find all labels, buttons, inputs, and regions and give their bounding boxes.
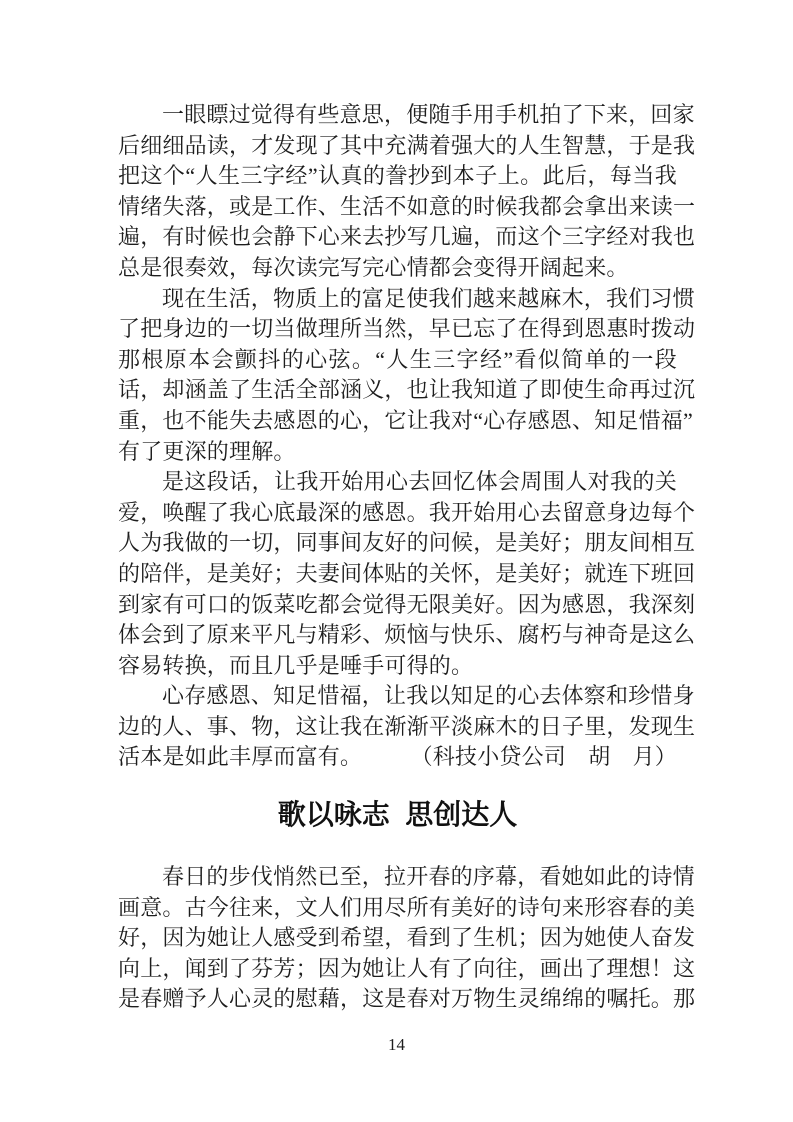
text-line: 是春赠予人心灵的慰藉，这是春对万物生灵绵绵的嘱托。那 — [118, 986, 696, 1012]
paragraph — [118, 100, 696, 284]
text-line: 春日的步伐悄然已至，拉开春的序幕，看她如此的诗情 — [162, 864, 695, 890]
paragraph — [118, 284, 696, 468]
text-line: 体会到了原来平凡与精彩、烦恼与快乐、腐朽与神奇是这么 — [118, 622, 696, 648]
text-line: 情绪失落，或是工作、生活不如意的时候我都会拿出来读一 — [118, 193, 696, 219]
text-line: 遍，有时候也会静下心来去抄写几遍，而这个三字经对我也 — [118, 224, 696, 250]
text-line: 一眼瞟过觉得有些意思，便随手用手机拍了下来，回家 — [162, 102, 695, 127]
text-line: 边的人、事、物，这让我在渐渐平淡麻木的日子里，发现生 — [118, 713, 696, 739]
closing-text: 活本是如此丰厚而富有。 — [118, 744, 363, 770]
text-line: 容易转换，而且几乎是唾手可得的。 — [118, 652, 474, 678]
paragraph — [118, 467, 696, 681]
text-line: 人为我做的一切，同事间友好的问候，是美好；朋友间相互 — [118, 530, 696, 556]
paragraph — [118, 862, 696, 1015]
text-line: 重，也不能失去感恩的心，它让我对“心存感恩、知足惜福” — [118, 407, 693, 433]
text-line: 现在生活，物质上的富足使我们越来越麻木，我们习惯 — [162, 285, 695, 311]
text-line: 那根原本会颤抖的心弦。“人生三字经”看似简单的一段 — [118, 346, 677, 372]
page-content — [118, 100, 696, 1015]
paragraph — [118, 681, 696, 773]
text-line: 有了更深的理解。 — [118, 438, 296, 464]
text-line: 了把身边的一切当做理所当然，早已忘了在得到恩惠时拨动 — [118, 316, 696, 342]
text-line — [118, 742, 677, 773]
article-title: 歌以咏志 思创达人 — [277, 799, 518, 831]
text-line: 的陪伴，是美好；夫妻间体贴的关怀，是美好；就连下班回 — [118, 560, 696, 586]
author-attribution: （科技小贷公司 胡 月） — [410, 744, 677, 770]
text-line: 画意。古今往来，文人们用尽所有美好的诗句来形容春的美 — [118, 894, 696, 920]
text-line: 到家有可口的饭菜吃都会觉得无限美好。因为感恩，我深刻 — [118, 591, 696, 617]
text-line: 话，却涵盖了生活全部涵义，也让我知道了即使生命再过沉 — [118, 377, 696, 403]
text-line: 后细细品读，才发现了其中充满着强大的人生智慧，于是我 — [118, 132, 696, 158]
text-line: 是这段话，让我开始用心去回忆体会周围人对我的关 — [162, 469, 677, 495]
text-line: 爱，唤醒了我心底最深的感恩。我开始用心去留意身边每个 — [118, 499, 696, 525]
page-number: 14 — [388, 1035, 405, 1054]
text-line: 向上，闻到了芬芳；因为她让人有了向往，画出了理想！这 — [118, 955, 696, 981]
text-line: 好，因为她让人感受到希望，看到了生机；因为她使人奋发 — [118, 925, 696, 951]
text-line: 把这个“人生三字经”认真的誊抄到本子上。此后，每当我 — [118, 163, 677, 189]
text-line: 心存感恩、知足惜福，让我以知足的心去体察和珍惜身 — [162, 683, 695, 709]
text-line: 总是很奏效，每次读完写完心情都会变得开阔起来。 — [118, 254, 629, 280]
